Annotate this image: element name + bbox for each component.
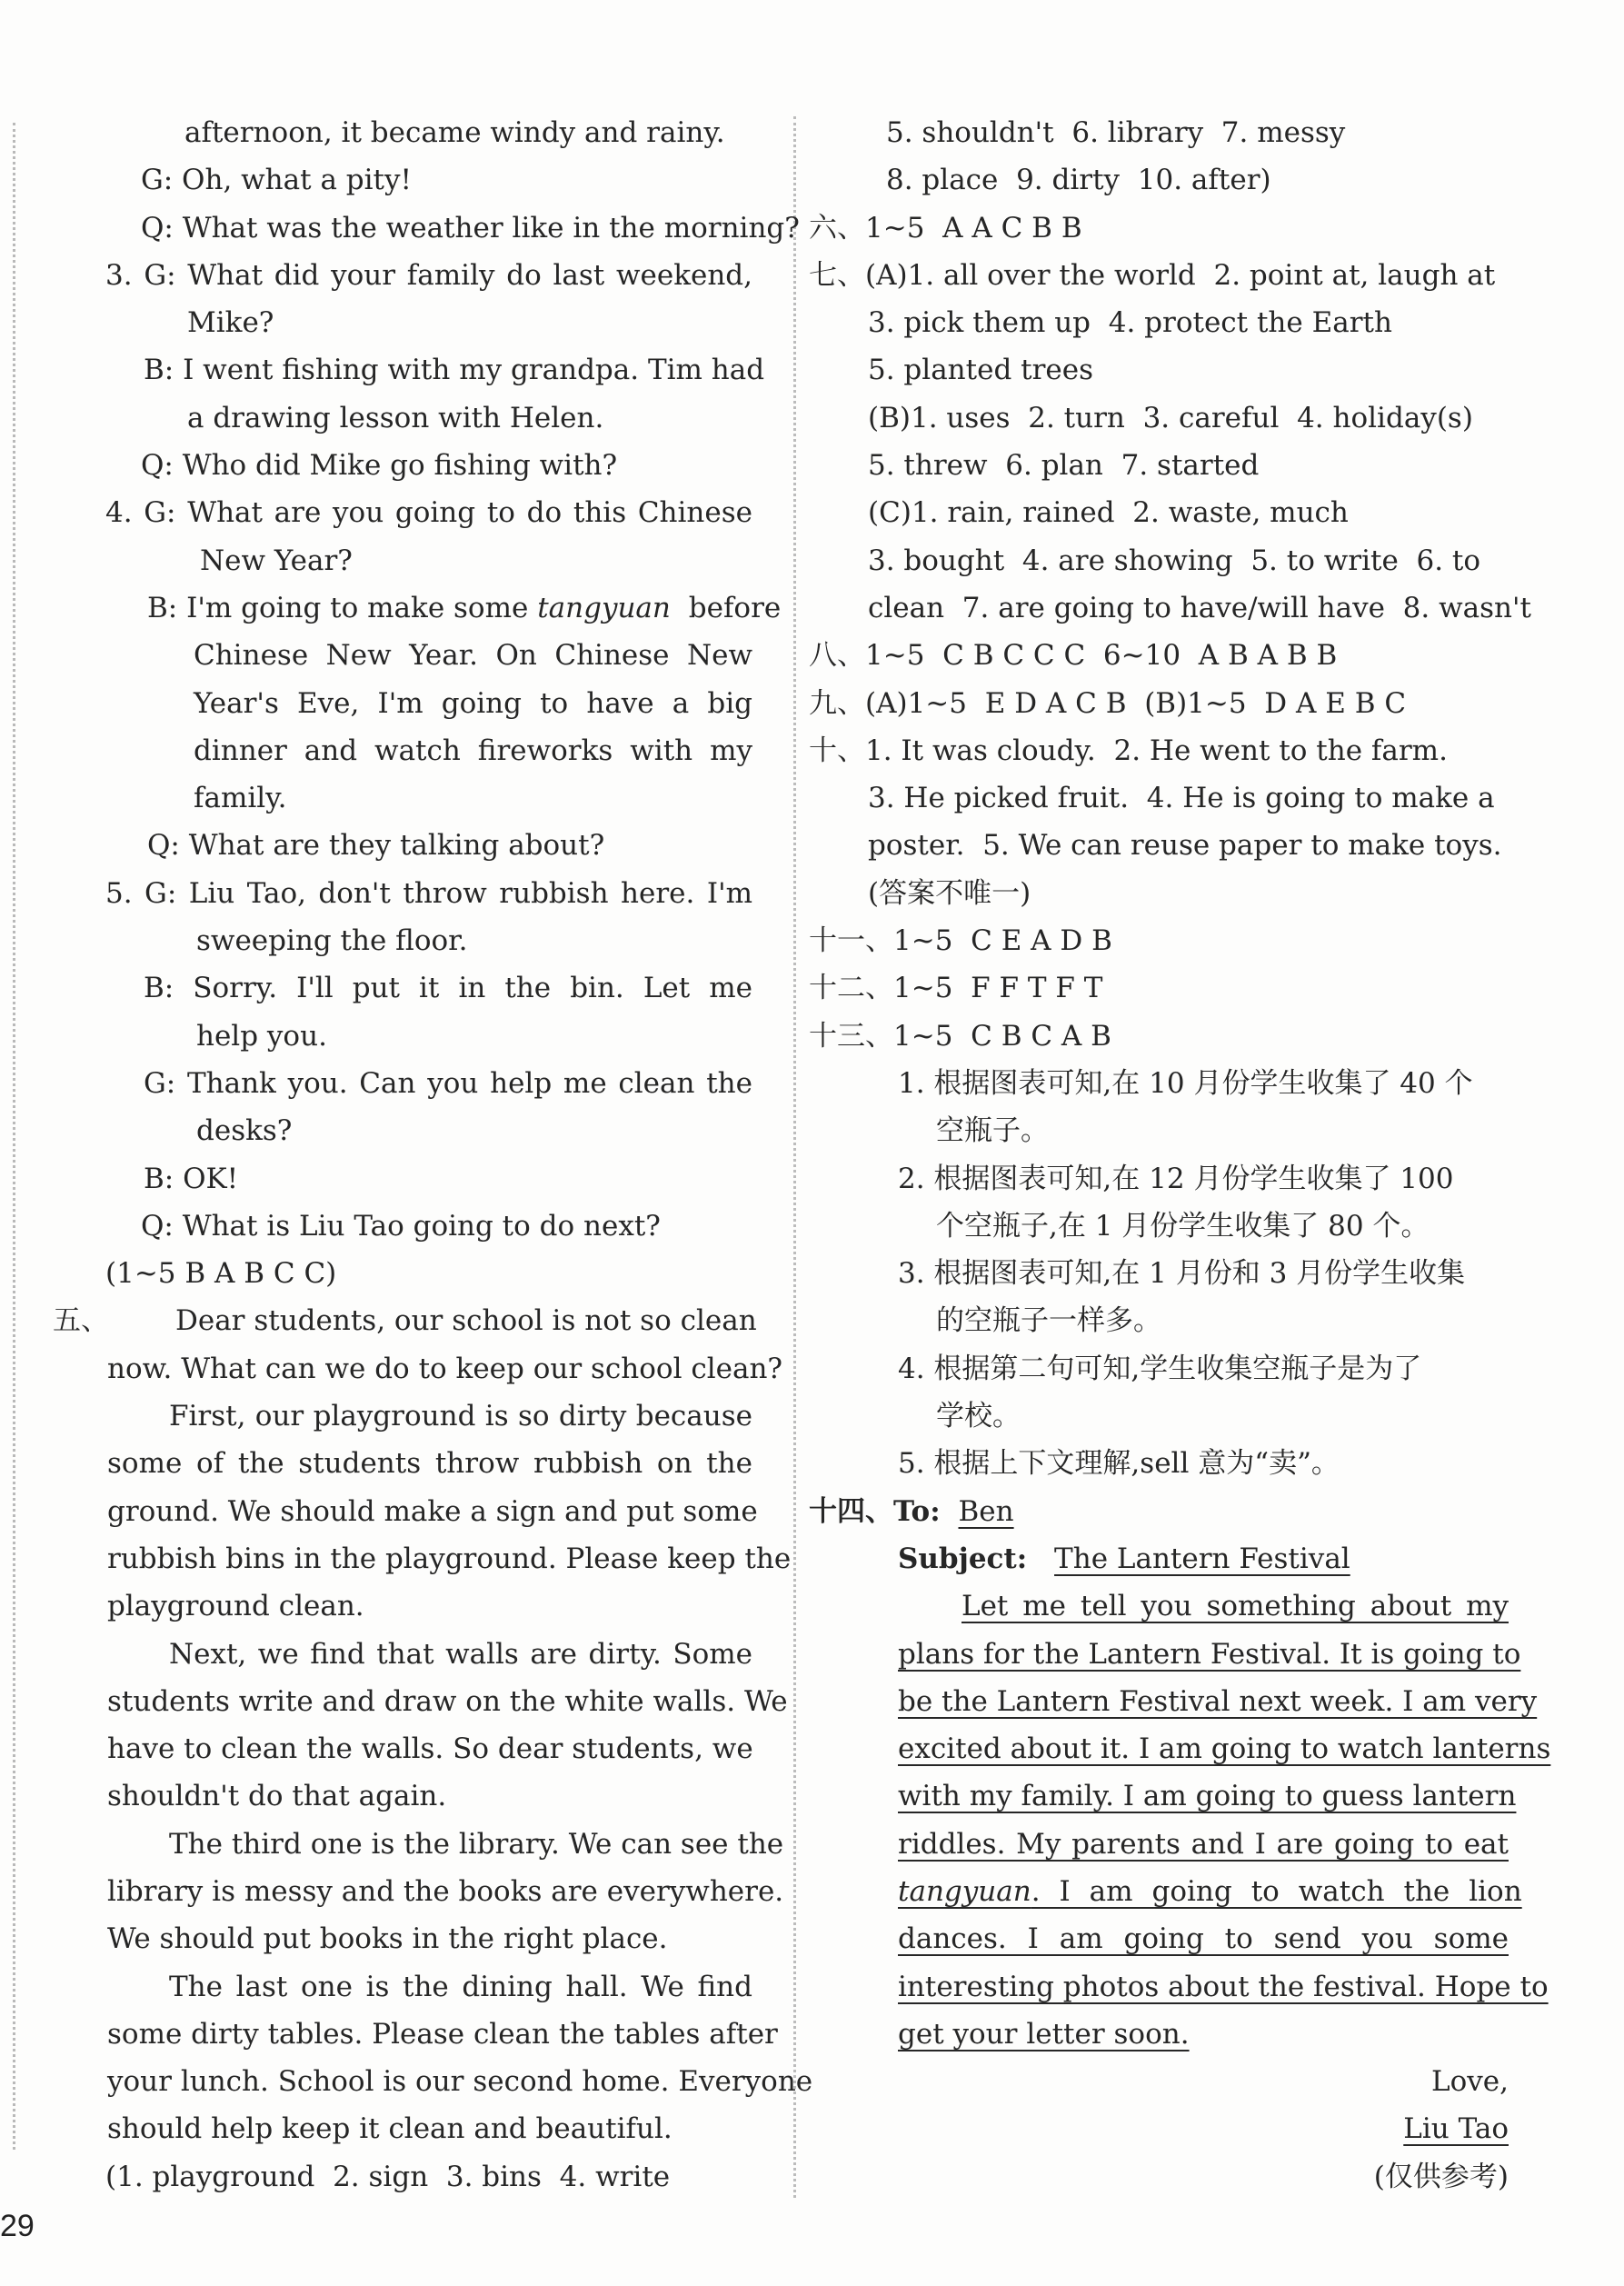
letter-line: with my family. I am going to guess lantern — [898, 1780, 1517, 1813]
answer-line: 3. bought 4. are showing 5. to write 6. to — [868, 544, 1481, 577]
text-line: desks? — [196, 1114, 293, 1148]
answer-line: 5. shouldn't 6. library 7. messy — [886, 116, 1346, 149]
letter-line: be the Lantern Festival next week. I am very — [898, 1684, 1538, 1718]
text-line: students write and draw on the white walls. We — [107, 1684, 788, 1718]
answer-line: 十、1. It was cloudy. 2. He went to the farm. — [809, 734, 1448, 767]
page-edge-dots — [13, 123, 15, 2150]
text-line: some dirty tables. Please clean the tables after — [107, 2017, 778, 2051]
text-line: First, our playground is so dirty because — [169, 1400, 752, 1433]
text-line: Mike? — [187, 306, 274, 340]
explanation-line: 学校。 — [936, 1400, 1021, 1433]
reference-note: (仅供参考) — [1373, 2160, 1509, 2193]
answer-line: 七、(A)1. all over the world 2. point at, laugh at — [809, 258, 1496, 292]
answer-line: poster. 5. We can reuse paper to make toys. — [868, 829, 1502, 863]
page-number: 29 — [0, 2209, 35, 2243]
letter-line: dances. I am going to send you some — [898, 1922, 1509, 1956]
explanation-line: 5. 根据上下文理解,sell 意为“卖”。 — [898, 1447, 1340, 1481]
text-line: Next, we find that walls are dirty. Some — [169, 1637, 752, 1671]
letter-line: tangyuan. I am going to watch the lion — [809, 1868, 1509, 1915]
column-divider — [793, 116, 796, 2198]
letter-to-line: 十四、To: Ben — [809, 1488, 1509, 1535]
explanation-line: 1. 根据图表可知,在 10 月份学生收集了 40 个 — [898, 1066, 1473, 1100]
text-line: New Year? — [200, 544, 353, 577]
answer-line: 九、(A)1~5 E D A C B (B)1~5 D A E B C — [809, 686, 1407, 720]
text-line: some of the students throw rubbish on the — [107, 1447, 752, 1481]
text-line: Chinese New Year. On Chinese New — [194, 639, 752, 673]
text-line: G: Oh, what a pity! — [141, 164, 412, 197]
text-line: dinner and watch fireworks with my — [194, 734, 752, 767]
text-line: help you. — [196, 1019, 327, 1053]
explanation-line: 空瓶子。 — [936, 1114, 1049, 1148]
text-line: rubbish bins in the playground. Please keep the — [107, 1542, 792, 1575]
answer-line: 5. threw 6. plan 7. started — [868, 449, 1260, 483]
answer-line: 十二、1~5 F F T F T — [809, 972, 1103, 1005]
text-line: 3. G: What did your family do last weekend, — [105, 258, 752, 292]
text-line: family. — [194, 782, 287, 815]
text-line: B: I'm going to make some tangyuan before — [53, 584, 752, 632]
answer-line: 3. He picked fruit. 4. He is going to make a — [868, 782, 1495, 815]
section-five-line: 五、 Dear students, our school is not so clean — [53, 1297, 752, 1344]
answer-line: (C)1. rain, rained 2. waste, much — [868, 496, 1349, 530]
text-line: G: Thank you. Can you help me clean the — [144, 1066, 752, 1100]
answer-line: (1. playground 2. sign 3. bins 4. write — [105, 2160, 671, 2193]
text-line: a drawing lesson with Helen. — [187, 401, 604, 434]
text-line: shouldn't do that again. — [107, 1780, 447, 1813]
text-line: Q: What is Liu Tao going to do next? — [141, 1209, 661, 1243]
text-line: The third one is the library. We can see the — [169, 1827, 784, 1861]
recipient-name: Ben — [958, 1494, 1014, 1528]
letter-signature: Liu Tao — [1403, 2112, 1509, 2146]
letter-line: riddles. My parents and I are going to eat — [898, 1827, 1509, 1861]
text-line: your lunch. School is our second home. Everyone — [107, 2065, 813, 2099]
letter-subject-line: Subject: The Lantern Festival — [809, 1535, 1509, 1582]
explanation-line: 个空瓶子,在 1 月份学生收集了 80 个。 — [936, 1209, 1430, 1243]
italic-word: tangyuan — [537, 591, 671, 624]
text-line: now. What can we do to keep our school clean? — [107, 1352, 783, 1385]
answer-line: (B)1. uses 2. turn 3. careful 4. holiday(s) — [868, 401, 1473, 434]
text-line: Q: What was the weather like in the morning? — [141, 211, 800, 245]
answer-line: 8. place 9. dirty 10. after) — [886, 164, 1271, 197]
italic-word: tangyuan — [898, 1874, 1031, 1908]
answer-line: 六、1~5 A A C B B — [809, 211, 1082, 245]
text-line: have to clean the walls. So dear students, we — [107, 1732, 753, 1766]
explanation-line: 2. 根据图表可知,在 12 月份学生收集了 100 — [898, 1162, 1454, 1195]
text-line: ground. We should make a sign and put some — [107, 1494, 758, 1528]
text-line: 5. G: Liu Tao, don't throw rubbish here. I'm — [105, 876, 752, 910]
answer-line: 十一、1~5 C E A D B — [809, 924, 1112, 958]
letter-line: plans for the Lantern Festival. It is going to — [898, 1637, 1521, 1671]
text-line: The last one is the dining hall. We find — [169, 1970, 752, 2003]
answer-line: clean 7. are going to have/will have 8. wasn't — [868, 591, 1531, 624]
explanation-line: 4. 根据第二句可知,学生收集空瓶子是为了 — [898, 1352, 1422, 1385]
answer-note: (答案不唯一) — [868, 876, 1031, 910]
right-column — [809, 109, 1551, 2201]
explanation-line: 3. 根据图表可知,在 1 月份和 3 月份学生收集 — [898, 1257, 1466, 1291]
text-line: should help keep it clean and beautiful. — [107, 2112, 673, 2146]
text-line: Year's Eve, I'm going to have a big — [194, 686, 752, 720]
letter-closing: Love, — [1431, 2065, 1509, 2099]
text-line: playground clean. — [107, 1590, 364, 1623]
letter-subject: The Lantern Festival — [1054, 1542, 1350, 1575]
letter-line: get your letter soon. — [898, 2017, 1190, 2051]
answer-line: 八、1~5 C B C C C 6~10 A B A B B — [809, 639, 1338, 673]
text-line: library is messy and the books are everywhere. — [107, 1874, 784, 1908]
text-line: B: Sorry. I'll put it in the bin. Let me — [144, 972, 752, 1005]
text-line: 4. G: What are you going to do this Chinese — [105, 496, 752, 530]
explanation-line: 的空瓶子一样多。 — [936, 1304, 1161, 1338]
answer-line: (1~5 B A B C C) — [105, 1257, 337, 1291]
left-column — [53, 109, 813, 2201]
text-line: afternoon, it became windy and rainy. — [184, 116, 725, 149]
answer-line: 3. pick them up 4. protect the Earth — [868, 306, 1392, 340]
text-line: We should put books in the right place. — [107, 1922, 668, 1956]
text-line: sweeping the floor. — [196, 924, 468, 958]
answer-line: 5. planted trees — [868, 354, 1094, 387]
answer-line: 十三、1~5 C B C A B — [809, 1019, 1111, 1053]
letter-line: Let me tell you something about my — [961, 1590, 1509, 1623]
letter-line: excited about it. I am going to watch lanterns — [898, 1732, 1551, 1766]
text-line: B: OK! — [144, 1162, 239, 1195]
letter-line: interesting photos about the festival. Hope to — [898, 1970, 1549, 2003]
text-line: B: I went fishing with my grandpa. Tim had — [144, 354, 765, 387]
text-line: Q: What are they talking about? — [147, 829, 605, 863]
section-number: 五、 — [53, 1304, 109, 1338]
text-line: Q: Who did Mike go fishing with? — [141, 449, 618, 483]
